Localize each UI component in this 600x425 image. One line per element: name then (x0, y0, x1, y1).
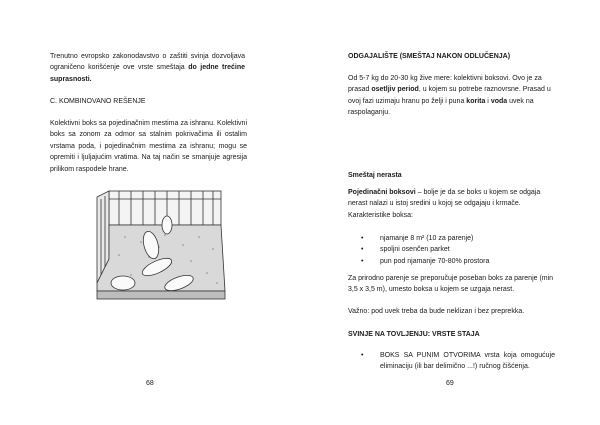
list-item: • pun pod njamanje 70-80% prostora (358, 256, 553, 267)
fattening-list (358, 350, 555, 373)
weaning-text-3: i (485, 97, 491, 105)
weaning-bold-1: osetljiv period (371, 86, 419, 94)
mating-paragraph: Za prirodno parenje se preporučuje poseban boks za parenje (min 3,5 x 3,5 m), umesto boksa u kojem se uzgaja nerast. (348, 275, 554, 294)
page-number-left: 68 (146, 380, 154, 387)
boar-text: – bolje je da se boks u kojem se odgaja nerast nalazi u istoj sredini u kojoj se odgajaju i krmače. Karakteristike boksa: (348, 189, 541, 219)
floor-note: Važno: pod uvek treba da bude neklizan i bez preprekka. (348, 308, 525, 315)
heading-boar-housing: Smeštaj nerasta (348, 172, 402, 179)
boar-box-features (358, 233, 553, 267)
weaning-paragraph (348, 73, 555, 119)
boar-paragraph (348, 187, 555, 221)
boar-bold: Pojedinačni boksovi (348, 189, 416, 196)
list-item: • spoljni osenčen parket (358, 244, 553, 255)
intro-text: Trenutno evropsko zakonodavstvo o zaštiti svinja dozvoljava ograničeno korišćenje ove vrste smeštaja (50, 53, 245, 72)
weaning-text-2: , u kojem su potrebe raznovrsne. Prasad u ovoj fazi uzimaju hranu po želji i puna (348, 86, 551, 105)
weaning-text-4: uvek na raspolaganju. (348, 97, 534, 117)
weaning-bold-3: voda (490, 97, 508, 105)
intro-paragraph (50, 51, 245, 85)
pen-front-edge (97, 291, 225, 299)
right-page (300, 0, 600, 425)
section-heading: C. KOMBINOVANO REŠENJE (50, 98, 146, 105)
intro-bold-text: do jedne trećine suprasnosti. (50, 64, 246, 83)
combined-solution-paragraph: Kolektivni boks sa pojedinačnim mestima za ishranu. Kolektivni boks sa zonom za odmor sa stalnim pokrivačima ili ostalim vrstama poda, i pojedinačnim mestima za ishranu; mogu se opremiti i ljuljajućim vratima. Na taj način se smanjuje agresija prilikom raspodele hrane. (50, 120, 247, 173)
heading-fattening: SVINJE NA TOVLJENJU: VRSTE STAJA (348, 331, 480, 338)
weaning-bold-2: korita (466, 97, 486, 105)
pen-drawing (95, 187, 227, 317)
weaning-text-1: Od 5-7 kg do 20-30 kg žive mere: kolektivni boksovi. Ovo je za prasad (348, 75, 542, 94)
list-item: • njamanje 8 m² (10 za parenje) (358, 233, 553, 244)
page-number-right: 69 (446, 380, 454, 387)
heading-weaning: ODGAJALIŠTE (SMEŠTAJ NAKON ODLUČENJA) (348, 53, 511, 60)
list-item: • BOKS SA PUNIM OTVORIMA vrsta koja omogućuje eliminaciju (ili bar delimično ...!) ručnog čišćenja. (358, 350, 555, 373)
pig-pen-illustration (95, 187, 227, 317)
